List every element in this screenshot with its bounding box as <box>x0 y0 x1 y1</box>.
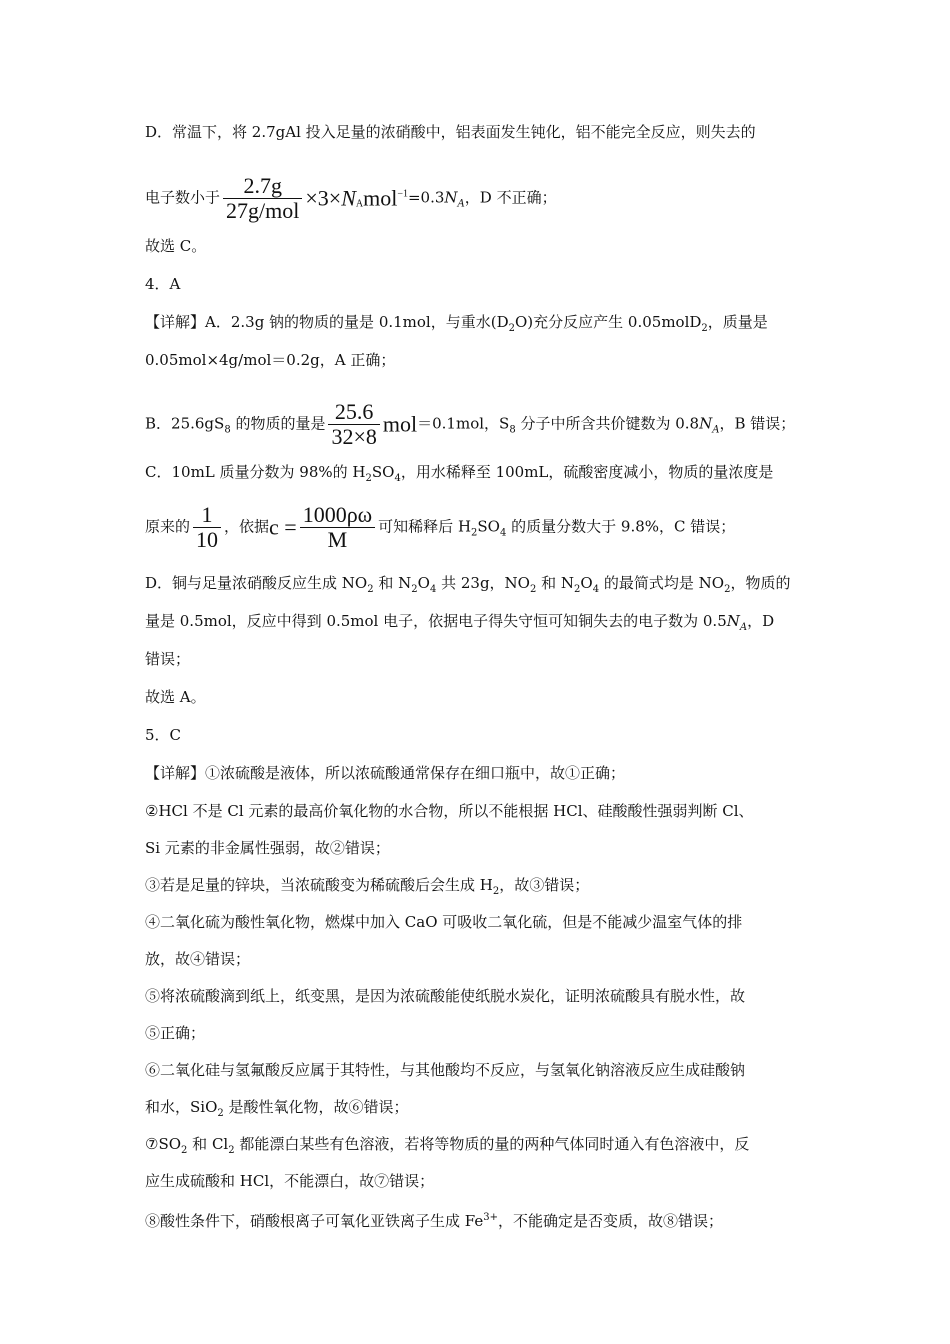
subscript: 2 <box>574 584 581 595</box>
text-line <box>145 1134 749 1161</box>
text: 4．A <box>145 275 181 293</box>
text-line <box>145 350 395 370</box>
text: ，不能确定是否变质，故⑧错误； <box>498 1212 724 1230</box>
text: =0.3 <box>407 188 445 207</box>
subscript: A <box>457 198 465 210</box>
text: ⑦SO <box>145 1135 182 1153</box>
text: 【详解】A．2.3g 钠的物质的量是 0.1mol，与重水(D <box>145 313 509 331</box>
denominator: 10 <box>193 527 221 552</box>
text: ⑧酸性条件下，硝酸根离子可氧化亚铁离子生成 Fe <box>145 1212 484 1230</box>
text: 故选 A。 <box>145 688 206 706</box>
text-line-formula <box>145 400 795 449</box>
math-unit: mol <box>382 411 418 437</box>
text-line <box>145 912 742 932</box>
text: C．10mL 质量分数为 98%的 H <box>145 463 366 481</box>
text-line <box>145 687 206 707</box>
text: ②HCl 不是 Cl 元素的最高价氧化物的水合物，所以不能根据 HCl、硅酸酸性强弱判断 Cl、 <box>145 802 754 820</box>
text: 是酸性氧化物，故⑥错误； <box>223 1098 409 1116</box>
text-line <box>145 986 745 1006</box>
text-line <box>145 1060 745 1080</box>
text-line <box>145 1171 434 1191</box>
text: ＝0.1mol，S <box>417 414 510 433</box>
text: ，故③错误； <box>499 876 590 894</box>
subscript: 4 <box>394 473 401 484</box>
subscript: A <box>712 424 720 436</box>
text: 的物质的量是 <box>230 414 326 433</box>
text-line <box>145 949 250 969</box>
subscript: 2 <box>724 584 731 595</box>
text: O <box>580 574 593 592</box>
text-line <box>145 875 589 902</box>
subscript: 4 <box>499 527 507 539</box>
subscript: 2 <box>492 886 500 897</box>
superscript: 3+ <box>483 1212 498 1223</box>
text: 的质量分数大于 9.8%，C 错误； <box>506 517 736 536</box>
math-symbol: N <box>444 188 458 207</box>
text: 都能漂白某些有色溶液，若将等物质的量的两种气体同时通入有色溶液中，反 <box>234 1135 750 1153</box>
text: 和 N <box>536 574 575 592</box>
text: ，用水稀释至 100mL，硫酸密度减小，物质的量浓度是 <box>400 463 774 481</box>
text-line <box>145 611 774 638</box>
answer-heading <box>145 725 181 745</box>
text: 分子中所含共价键数为 0.8 <box>515 414 700 433</box>
subscript: A <box>355 198 364 210</box>
math-symbol: N <box>699 414 713 433</box>
text: 共 23g，NO <box>436 574 530 592</box>
math-unit: mol <box>363 185 398 211</box>
text: D．铜与足量浓硝酸反应生成 NO <box>145 574 368 592</box>
text: ，依据 <box>224 517 270 536</box>
text: 量是 0.5mol，反应中得到 0.5mol 电子，依据电子得失守恒可知铜失去的电子数为 0.5 <box>145 612 727 630</box>
text-line <box>145 1023 205 1043</box>
math-operator: ×3× <box>305 185 342 211</box>
text: 和 N <box>373 574 412 592</box>
text: O)充分反应产生 0.05molD <box>515 313 702 331</box>
denominator: 32×8 <box>328 424 379 449</box>
text-line <box>145 312 768 339</box>
text: ⑥二氧化硅与氢氟酸反应属于其特性，与其他酸均不反应，与氢氧化钠溶液反应生成硅酸钠 <box>145 1061 746 1079</box>
subscript: 2 <box>508 323 515 334</box>
text-line <box>145 1208 723 1231</box>
text-line <box>145 838 390 858</box>
text: 应生成硫酸和 HCl，不能漂白，故⑦错误； <box>145 1172 435 1190</box>
text: ⑤正确； <box>145 1024 206 1042</box>
text: ，物质的 <box>730 574 791 592</box>
text: ，B 错误； <box>719 414 796 433</box>
text: 和水，SiO <box>145 1098 218 1116</box>
text-line <box>145 649 190 669</box>
text: ③若是足量的锌块，当浓硫酸变为稀硫酸后会生成 H <box>145 876 493 894</box>
text: SO <box>371 463 395 481</box>
text-line-formula <box>145 503 735 552</box>
subscript: 2 <box>228 1145 235 1156</box>
subscript: 2 <box>217 1108 224 1119</box>
denominator: M <box>300 527 375 552</box>
text: 电子数小于 <box>145 188 221 207</box>
text: ，D 不正确； <box>464 188 557 207</box>
math-symbol: N <box>341 185 356 211</box>
text-line <box>145 236 206 256</box>
subscript: 2 <box>367 584 374 595</box>
subscript: 4 <box>429 584 437 595</box>
text: B．25.6gS <box>145 414 225 433</box>
text: ④二氧化硫为酸性氧化物，燃煤中加入 CaO 可吸收二氧化硫，但是不能减少温室气体的排 <box>145 913 743 931</box>
text: 可知稀释后 H <box>378 517 472 536</box>
text-line <box>145 801 754 821</box>
subscript: 8 <box>224 424 231 436</box>
text-line <box>145 1097 409 1124</box>
text-line <box>145 122 756 142</box>
subscript: 2 <box>411 584 418 595</box>
text: ，质量是 <box>707 313 768 331</box>
subscript: 2 <box>701 323 708 334</box>
fraction <box>193 503 221 552</box>
denominator: 27g/mol <box>223 198 302 223</box>
subscript: 2 <box>365 473 372 484</box>
text: 原来的 <box>145 517 191 536</box>
text: SO <box>477 517 500 536</box>
text: 的最简式均是 NO <box>599 574 725 592</box>
numerator: 2.7g <box>243 173 282 198</box>
answer-heading <box>145 274 180 294</box>
text-line-formula <box>145 174 557 223</box>
text: O <box>417 574 430 592</box>
fraction <box>223 174 302 223</box>
text: D．常温下，将 2.7gAl 投入足量的浓硝酸中，铝表面发生钝化，铝不能完全反应，则失去的 <box>145 123 756 141</box>
subscript: 4 <box>592 584 600 595</box>
text: ⑤将浓硫酸滴到纸上，纸变黑，是因为浓硫酸能使纸脱水炭化，证明浓硫酸具有脱水性，故 <box>145 987 746 1005</box>
text-line <box>145 573 790 600</box>
subscript: A <box>739 622 748 633</box>
text-line <box>145 763 625 783</box>
text: 5．C <box>145 726 182 744</box>
math-expression: c = <box>269 514 297 540</box>
subscript: 2 <box>529 584 537 595</box>
fraction <box>300 503 375 552</box>
text: 【详解】①浓硫酸是液体，所以浓硫酸通常保存在细口瓶中，故①正确； <box>145 764 626 782</box>
text: ，D <box>747 612 775 630</box>
text: 0.05mol×4g/mol＝0.2g，A 正确； <box>145 351 396 369</box>
text-line <box>145 462 773 489</box>
text: Si 元素的非金属性强弱，故②错误； <box>145 839 390 857</box>
numerator: 1000ρω <box>302 502 373 527</box>
numerator: 1 <box>201 502 213 527</box>
numerator: 25.6 <box>334 399 374 424</box>
subscript: 2 <box>181 1145 188 1156</box>
text: 和 Cl <box>187 1135 229 1153</box>
fraction <box>328 400 379 449</box>
text: 故选 C。 <box>145 237 207 255</box>
subscript: 8 <box>509 424 516 436</box>
math-symbol: N <box>726 612 740 630</box>
superscript: −1 <box>397 188 408 200</box>
subscript: 2 <box>471 527 478 539</box>
text: 放，故④错误； <box>145 950 251 968</box>
text: 错误； <box>145 650 191 668</box>
